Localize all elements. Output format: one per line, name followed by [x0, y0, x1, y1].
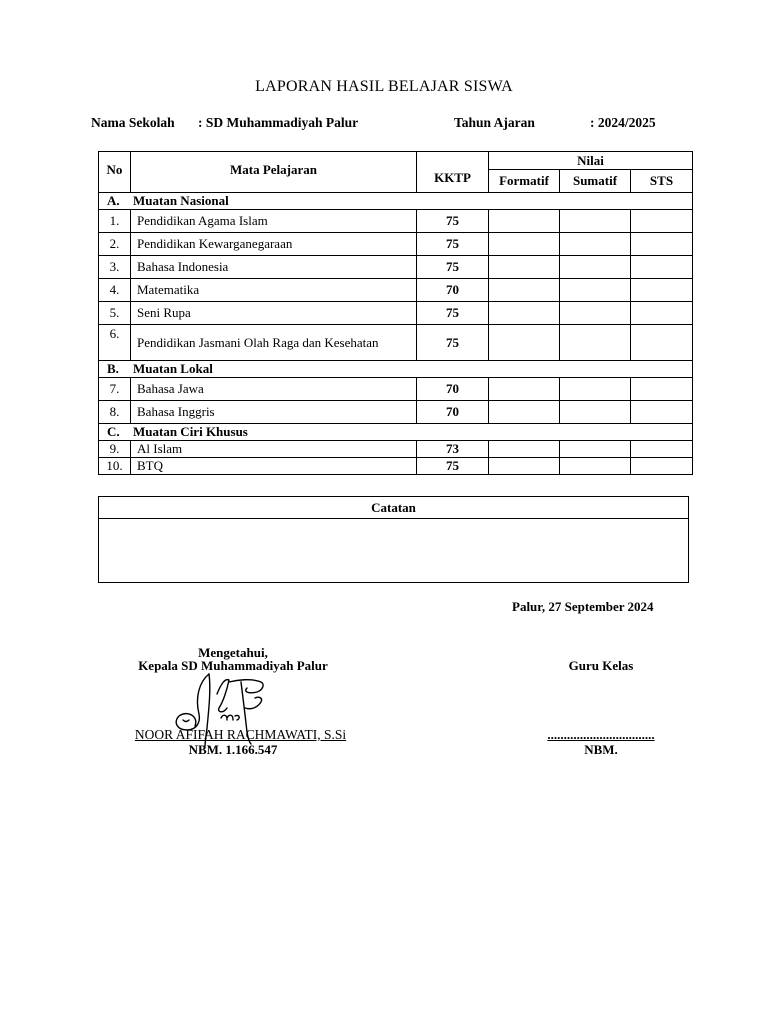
row-subject: Bahasa Inggris	[131, 401, 417, 424]
grades-table	[98, 151, 693, 475]
row-subject: Seni Rupa	[131, 302, 417, 325]
table-row	[99, 458, 693, 475]
table-row	[99, 233, 693, 256]
notes-box	[98, 496, 689, 583]
school-label: Nama Sekolah	[91, 115, 175, 130]
col-header-sumatif: Sumatif	[560, 170, 631, 193]
cell-formatif	[489, 210, 560, 233]
row-no: 7.	[99, 378, 131, 401]
cell-sumatif	[560, 441, 631, 458]
teacher-nbm: NBM.	[584, 742, 618, 757]
principal-name: NOOR AFIFAH RACHMAWATI, S.Si	[134, 727, 347, 742]
cell-sts	[631, 302, 693, 325]
cell-formatif	[489, 256, 560, 279]
row-subject: Bahasa Indonesia	[131, 256, 417, 279]
col-header-kktp: KKTP	[417, 152, 489, 193]
section-row	[99, 361, 693, 378]
cell-sumatif	[560, 302, 631, 325]
row-subject: BTQ	[131, 458, 417, 475]
cell-sumatif	[560, 233, 631, 256]
row-subject: Bahasa Jawa	[131, 378, 417, 401]
row-kktp: 73	[417, 441, 489, 458]
year-value: : 2024/2025	[590, 115, 656, 130]
row-no: 2.	[99, 233, 131, 256]
col-header-subject: Mata Pelajaran	[131, 152, 417, 193]
cell-sts	[631, 256, 693, 279]
col-header-nilai: Nilai	[489, 152, 693, 170]
cell-sumatif	[560, 210, 631, 233]
table-row	[99, 256, 693, 279]
notes-content	[99, 519, 688, 527]
row-subject: Pendidikan Agama Islam	[131, 210, 417, 233]
cell-sumatif	[560, 325, 631, 361]
row-no: 1.	[99, 210, 131, 233]
school-value: : SD Muhammadiyah Palur	[198, 115, 359, 130]
notes-heading: Catatan	[99, 497, 688, 519]
cell-formatif	[489, 441, 560, 458]
section-heading	[99, 193, 693, 210]
cell-formatif	[489, 378, 560, 401]
row-no: 5.	[99, 302, 131, 325]
cell-formatif	[489, 233, 560, 256]
section-prefix: B.	[107, 361, 119, 376]
row-kktp: 70	[417, 401, 489, 424]
row-kktp: 75	[417, 325, 489, 361]
cell-formatif	[489, 279, 560, 302]
cell-sumatif	[560, 256, 631, 279]
cell-sumatif	[560, 279, 631, 302]
cell-sts	[631, 458, 693, 475]
section-name: Muatan Nasional	[133, 193, 229, 208]
principal-role: Kepala SD Muhammadiyah Palur	[138, 658, 328, 673]
cell-sumatif	[560, 378, 631, 401]
table-row	[99, 302, 693, 325]
teacher-name-blank: .................................	[547, 727, 655, 742]
row-subject: Matematika	[131, 279, 417, 302]
section-name: Muatan Ciri Khusus	[133, 424, 248, 439]
cell-formatif	[489, 458, 560, 475]
place-date: Palur, 27 September 2024	[512, 599, 654, 614]
col-header-no: No	[99, 152, 131, 193]
row-subject: Pendidikan Kewarganegaraan	[131, 233, 417, 256]
section-prefix: C.	[107, 424, 120, 439]
row-kktp: 70	[417, 279, 489, 302]
row-subject: Pendidikan Jasmani Olah Raga dan Kesehatan	[131, 325, 417, 361]
cell-sts	[631, 233, 693, 256]
row-no: 6.	[99, 325, 131, 361]
row-subject: Al Islam	[131, 441, 417, 458]
row-kktp: 75	[417, 458, 489, 475]
row-no: 3.	[99, 256, 131, 279]
cell-formatif	[489, 401, 560, 424]
row-kktp: 75	[417, 233, 489, 256]
section-heading	[99, 361, 693, 378]
acknowledged-label: Mengetahui,	[198, 645, 268, 660]
row-kktp: 70	[417, 378, 489, 401]
cell-sumatif	[560, 401, 631, 424]
section-row	[99, 424, 693, 441]
cell-sts	[631, 441, 693, 458]
cell-sumatif	[560, 458, 631, 475]
col-header-formatif: Formatif	[489, 170, 560, 193]
cell-sts	[631, 325, 693, 361]
row-kktp: 75	[417, 256, 489, 279]
row-no: 8.	[99, 401, 131, 424]
cell-sts	[631, 210, 693, 233]
row-no: 9.	[99, 441, 131, 458]
table-row	[99, 210, 693, 233]
table-row	[99, 279, 693, 302]
section-row	[99, 193, 693, 210]
row-kktp: 75	[417, 210, 489, 233]
table-row	[99, 441, 693, 458]
cell-sts	[631, 401, 693, 424]
table-row	[99, 378, 693, 401]
row-no: 4.	[99, 279, 131, 302]
cell-sts	[631, 279, 693, 302]
table-row	[99, 401, 693, 424]
principal-nbm: NBM. 1.166.547	[188, 742, 278, 757]
row-no: 10.	[99, 458, 131, 475]
table-row	[99, 325, 693, 361]
report-title: LAPORAN HASIL BELAJAR SISWA	[255, 78, 513, 95]
section-name: Muatan Lokal	[133, 361, 213, 376]
teacher-role: Guru Kelas	[568, 658, 634, 673]
year-label: Tahun Ajaran	[454, 115, 535, 130]
section-heading	[99, 424, 693, 441]
cell-formatif	[489, 325, 560, 361]
row-kktp: 75	[417, 302, 489, 325]
col-header-sts: STS	[631, 170, 693, 193]
section-prefix: A.	[107, 193, 120, 208]
cell-sts	[631, 378, 693, 401]
cell-formatif	[489, 302, 560, 325]
